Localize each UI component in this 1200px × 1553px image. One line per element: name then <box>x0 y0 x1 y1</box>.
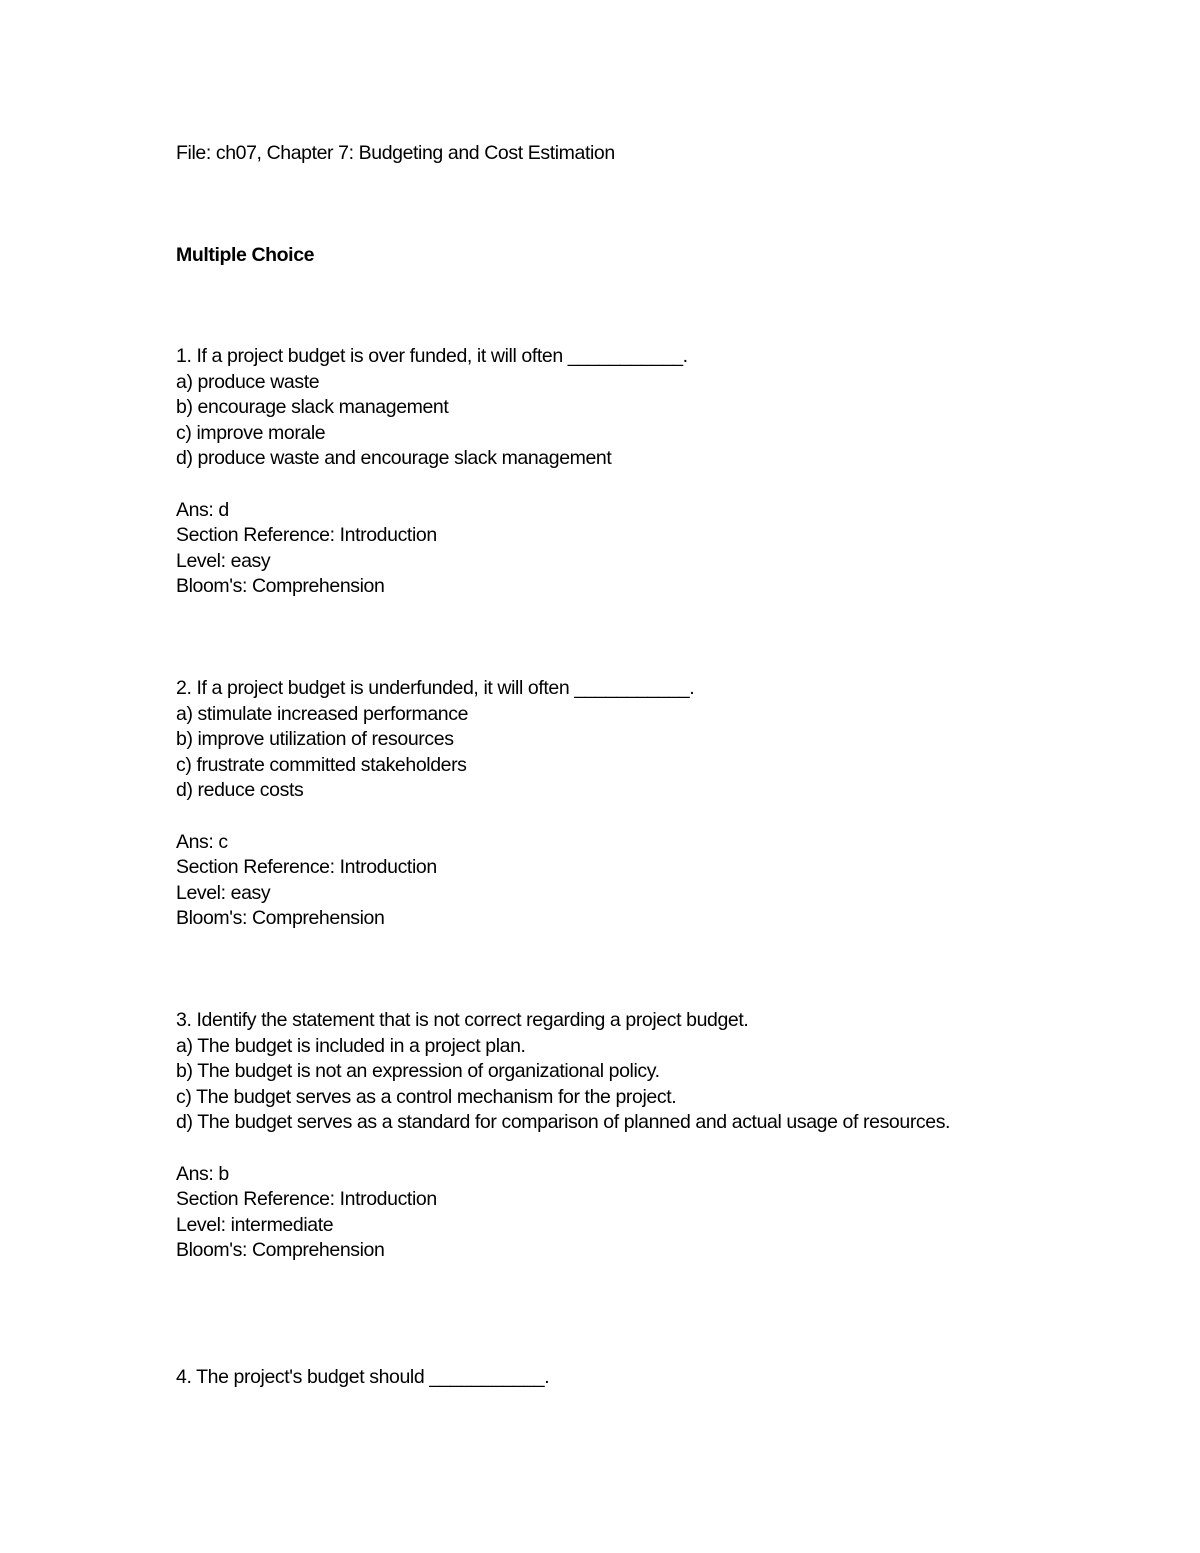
section-heading-text: Multiple Choice <box>176 244 315 266</box>
question-stem: 4. The project's budget should ___________. <box>176 1366 550 1388</box>
question-2 <box>176 676 996 932</box>
section-reference: Section Reference: Introduction <box>176 524 437 547</box>
level: Level: easy <box>176 549 271 572</box>
option-a: a) The budget is included in a project plan. <box>176 1034 526 1057</box>
file-title-text: File: ch07, Chapter 7: Budgeting and Cost Estimation <box>176 142 615 164</box>
option-a: a) produce waste <box>176 370 320 393</box>
option-b: b) improve utilization of resources <box>176 728 454 751</box>
answer: Ans: d <box>176 498 229 521</box>
question-stem: 2. If a project budget is underfunded, it will often ___________. <box>176 677 695 699</box>
blooms: Bloom's: Comprehension <box>176 1239 385 1262</box>
option-b: b) The budget is not an expression of organizational policy. <box>176 1060 660 1083</box>
spacer <box>176 804 996 830</box>
question-3 <box>176 1008 996 1264</box>
section-reference: Section Reference: Introduction <box>176 1188 437 1211</box>
question-4 <box>176 1365 996 1391</box>
level: Level: easy <box>176 881 271 904</box>
option-b: b) encourage slack management <box>176 396 449 419</box>
answer: Ans: b <box>176 1162 229 1185</box>
option-d: d) produce waste and encourage slack management <box>176 447 612 470</box>
option-d: d) reduce costs <box>176 779 304 802</box>
question-stem: 1. If a project budget is over funded, it will often ___________. <box>176 345 688 367</box>
question-1 <box>176 344 996 600</box>
blooms: Bloom's: Comprehension <box>176 575 385 598</box>
option-c: c) improve morale <box>176 421 326 444</box>
section-heading <box>176 243 996 269</box>
option-c: c) The budget serves as a control mechanism for the project. <box>176 1085 677 1108</box>
level: Level: intermediate <box>176 1213 334 1236</box>
section-reference: Section Reference: Introduction <box>176 856 437 879</box>
blooms: Bloom's: Comprehension <box>176 907 385 930</box>
spacer <box>176 472 996 498</box>
question-stem: 3. Identify the statement that is not correct regarding a project budget. <box>176 1009 749 1031</box>
spacer <box>176 1136 996 1162</box>
file-title <box>176 141 996 167</box>
answer: Ans: c <box>176 830 228 853</box>
option-d: d) The budget serves as a standard for comparison of planned and actual usage of resources. <box>176 1111 951 1134</box>
option-a: a) stimulate increased performance <box>176 702 469 725</box>
option-c: c) frustrate committed stakeholders <box>176 753 467 776</box>
